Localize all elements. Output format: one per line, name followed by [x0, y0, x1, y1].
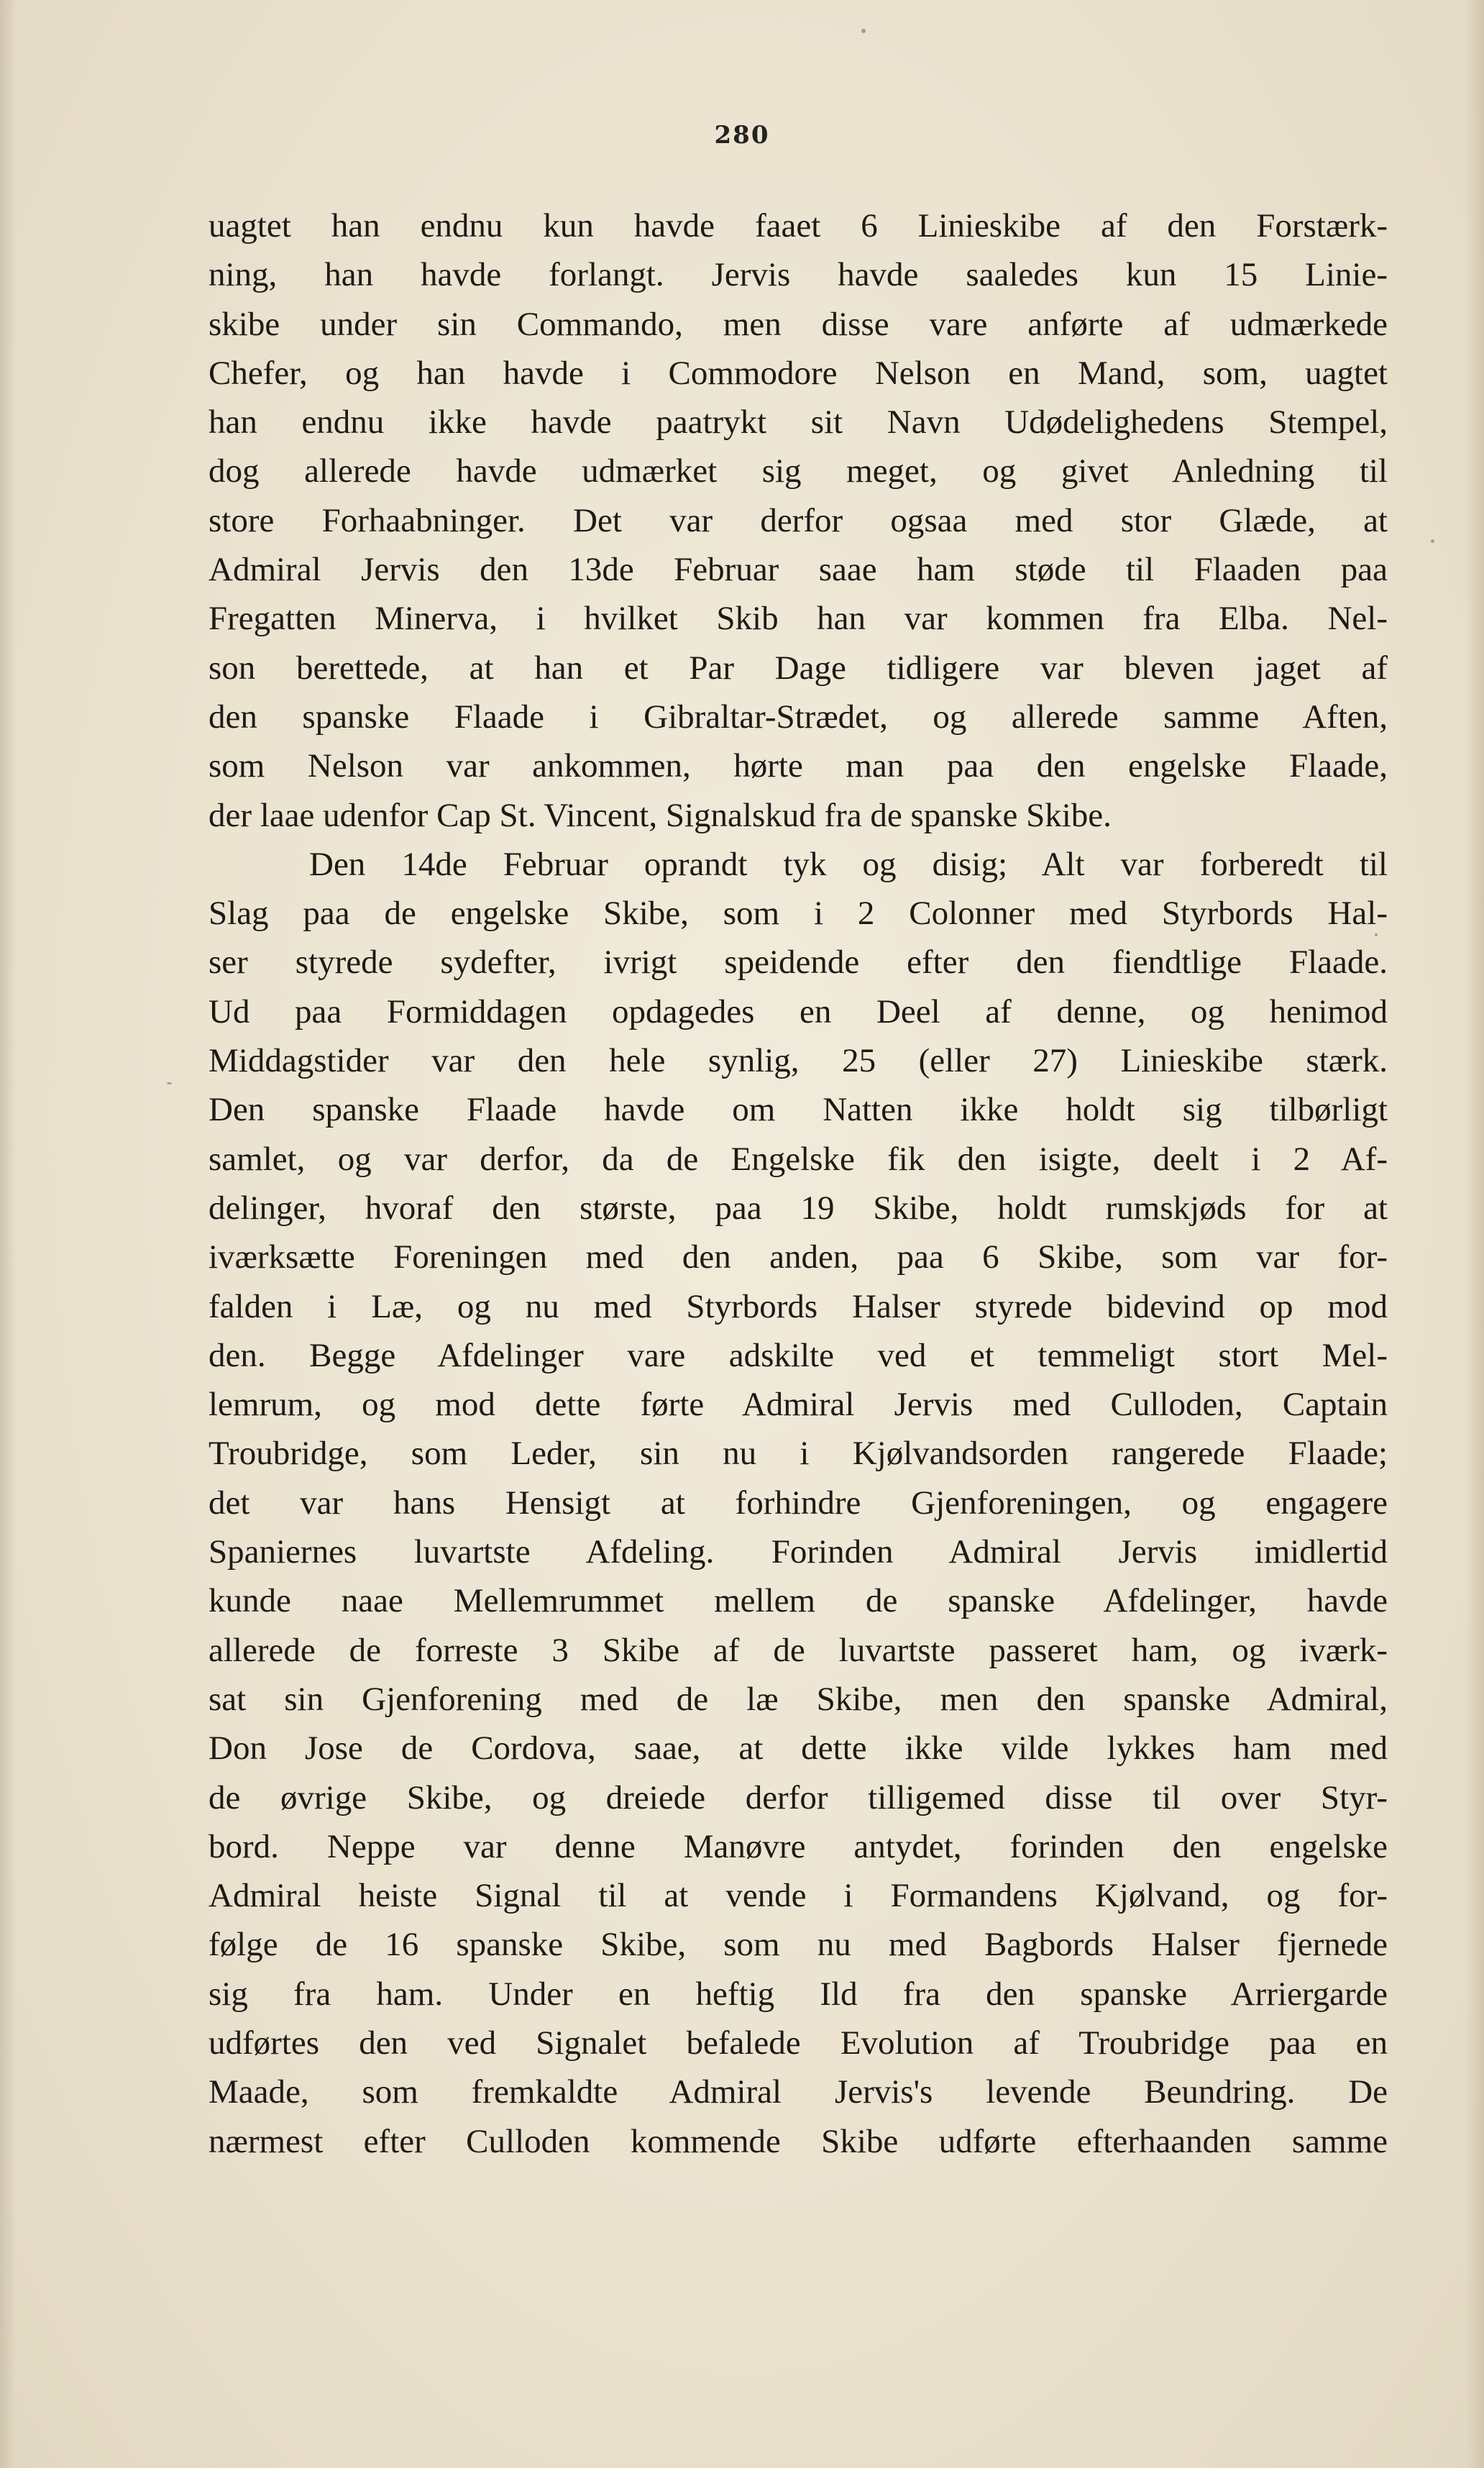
text-line: nærmest efter Culloden kommende Skibe udførte efterhaanden samme — [209, 2122, 1388, 2160]
text-line: son berettede, at han et Par Dage tidligere var bleven jaget af — [209, 649, 1388, 687]
text-line: Maade, som fremkaldte Admiral Jervis's levende Beundring. De — [209, 2073, 1388, 2111]
text-line: lemrum, og mod dette førte Admiral Jervis med Culloden, Captain — [209, 1386, 1388, 1424]
text-line: den spanske Flaade i Gibraltar-Strædet, og allerede samme Aften, — [209, 698, 1388, 736]
page-edge-left — [0, 0, 16, 2468]
page-edge-right — [1465, 0, 1484, 2468]
text-line: delinger, hvoraf den største, paa 19 Skibe, holdt rumskjøds for at — [209, 1189, 1388, 1227]
text-line: de øvrige Skibe, og dreiede derfor tilligemed disse til over Styr- — [209, 1778, 1388, 1816]
text-line: Chefer, og han havde i Commodore Nelson en Mand, som, uagtet — [209, 354, 1388, 392]
text-line: falden i Læ, og nu med Styrbords Halser styrede bidevind op mod — [209, 1287, 1388, 1325]
text-line: Ud paa Formiddagen opdagedes en Deel af denne, og henimod — [209, 992, 1388, 1030]
body-text — [209, 201, 1388, 2166]
text-line: Don Jose de Cordova, saae, at dette ikke vilde lykkes ham med — [209, 1729, 1388, 1768]
text-line: der laae udenfor Cap St. Vincent, Signalskud fra de spanske Skibe. — [209, 796, 1112, 834]
paper-speck — [167, 1082, 172, 1084]
paper-speck — [861, 29, 866, 33]
text-line: samlet, og var derfor, da de Engelske fik den isigte, deelt i 2 Af- — [209, 1140, 1388, 1178]
text-line: allerede de forreste 3 Skibe af de luvartste passeret ham, og iværk- — [209, 1631, 1388, 1669]
text-line: Admiral heiste Signal til at vende i Formandens Kjølvand, og for- — [209, 1877, 1388, 1915]
page-number: 280 — [714, 121, 770, 150]
text-line: Den 14de Februar oprandt tyk og disig; Alt var forberedt til — [309, 845, 1388, 883]
text-line: som Nelson var ankommen, hørte man paa den engelske Flaade, — [209, 747, 1388, 785]
text-line: sat sin Gjenforening med de læ Skibe, men den spanske Admiral, — [209, 1680, 1388, 1718]
text-line: dog allerede havde udmærket sig meget, og givet Anledning til — [209, 452, 1388, 490]
text-line: den. Begge Afdelinger vare adskilte ved et temmeligt stort Mel- — [209, 1336, 1388, 1374]
text-line: ser styrede sydefter, ivrigt speidende efter den fiendtlige Flaade. — [209, 943, 1388, 982]
text-line: Den spanske Flaade havde om Natten ikke holdt sig tilbørligt — [209, 1091, 1388, 1129]
text-line: uagtet han endnu kun havde faaet 6 Linieskibe af den Forstærk- — [209, 207, 1388, 244]
text-line: kunde naae Mellemrummet mellem de spanske Afdelinger, havde — [209, 1582, 1388, 1620]
text-line: Troubridge, som Leder, sin nu i Kjølvandsorden rangerede Flaade; — [209, 1435, 1388, 1473]
text-line: følge de 16 spanske Skibe, som nu med Bagbords Halser fjernede — [209, 1926, 1388, 1964]
text-line: skibe under sin Commando, men disse vare anførte af udmærkede — [209, 305, 1388, 343]
text-line: store Forhaabninger. Det var derfor ogsaa med stor Glæde, at — [209, 501, 1388, 539]
text-line: Slag paa de engelske Skibe, som i 2 Colonner med Styrbords Hal- — [209, 895, 1388, 933]
text-line: ning, han havde forlangt. Jervis havde saaledes kun 15 Linie- — [209, 256, 1388, 294]
text-line: det var hans Hensigt at forhindre Gjenforeningen, og engagere — [209, 1484, 1388, 1522]
text-line: han endnu ikke havde paatrykt sit Navn Udødelighedens Stempel, — [209, 403, 1388, 442]
text-line: Middagstider var den hele synlig, 25 (eller 27) Linieskibe stærk. — [209, 1042, 1388, 1080]
paper-speck — [1431, 539, 1434, 543]
text-line: bord. Neppe var denne Manøvre antydet, forinden den engelske — [209, 1827, 1388, 1865]
text-line: Fregatten Minerva, i hvilket Skib han var kommen fra Elba. Nel- — [209, 600, 1388, 638]
text-line: udførtes den ved Signalet befalede Evolution af Troubridge paa en — [209, 2024, 1388, 2062]
text-line: Spaniernes luvartste Afdeling. Forinden Admiral Jervis imidlertid — [209, 1533, 1388, 1571]
text-line: sig fra ham. Under en heftig Ild fra den spanske Arriergarde — [209, 1975, 1388, 2013]
text-line: iværksætte Foreningen med den anden, paa 6 Skibe, som var for- — [209, 1238, 1388, 1276]
text-line: Admiral Jervis den 13de Februar saae ham støde til Flaaden paa — [209, 551, 1388, 589]
